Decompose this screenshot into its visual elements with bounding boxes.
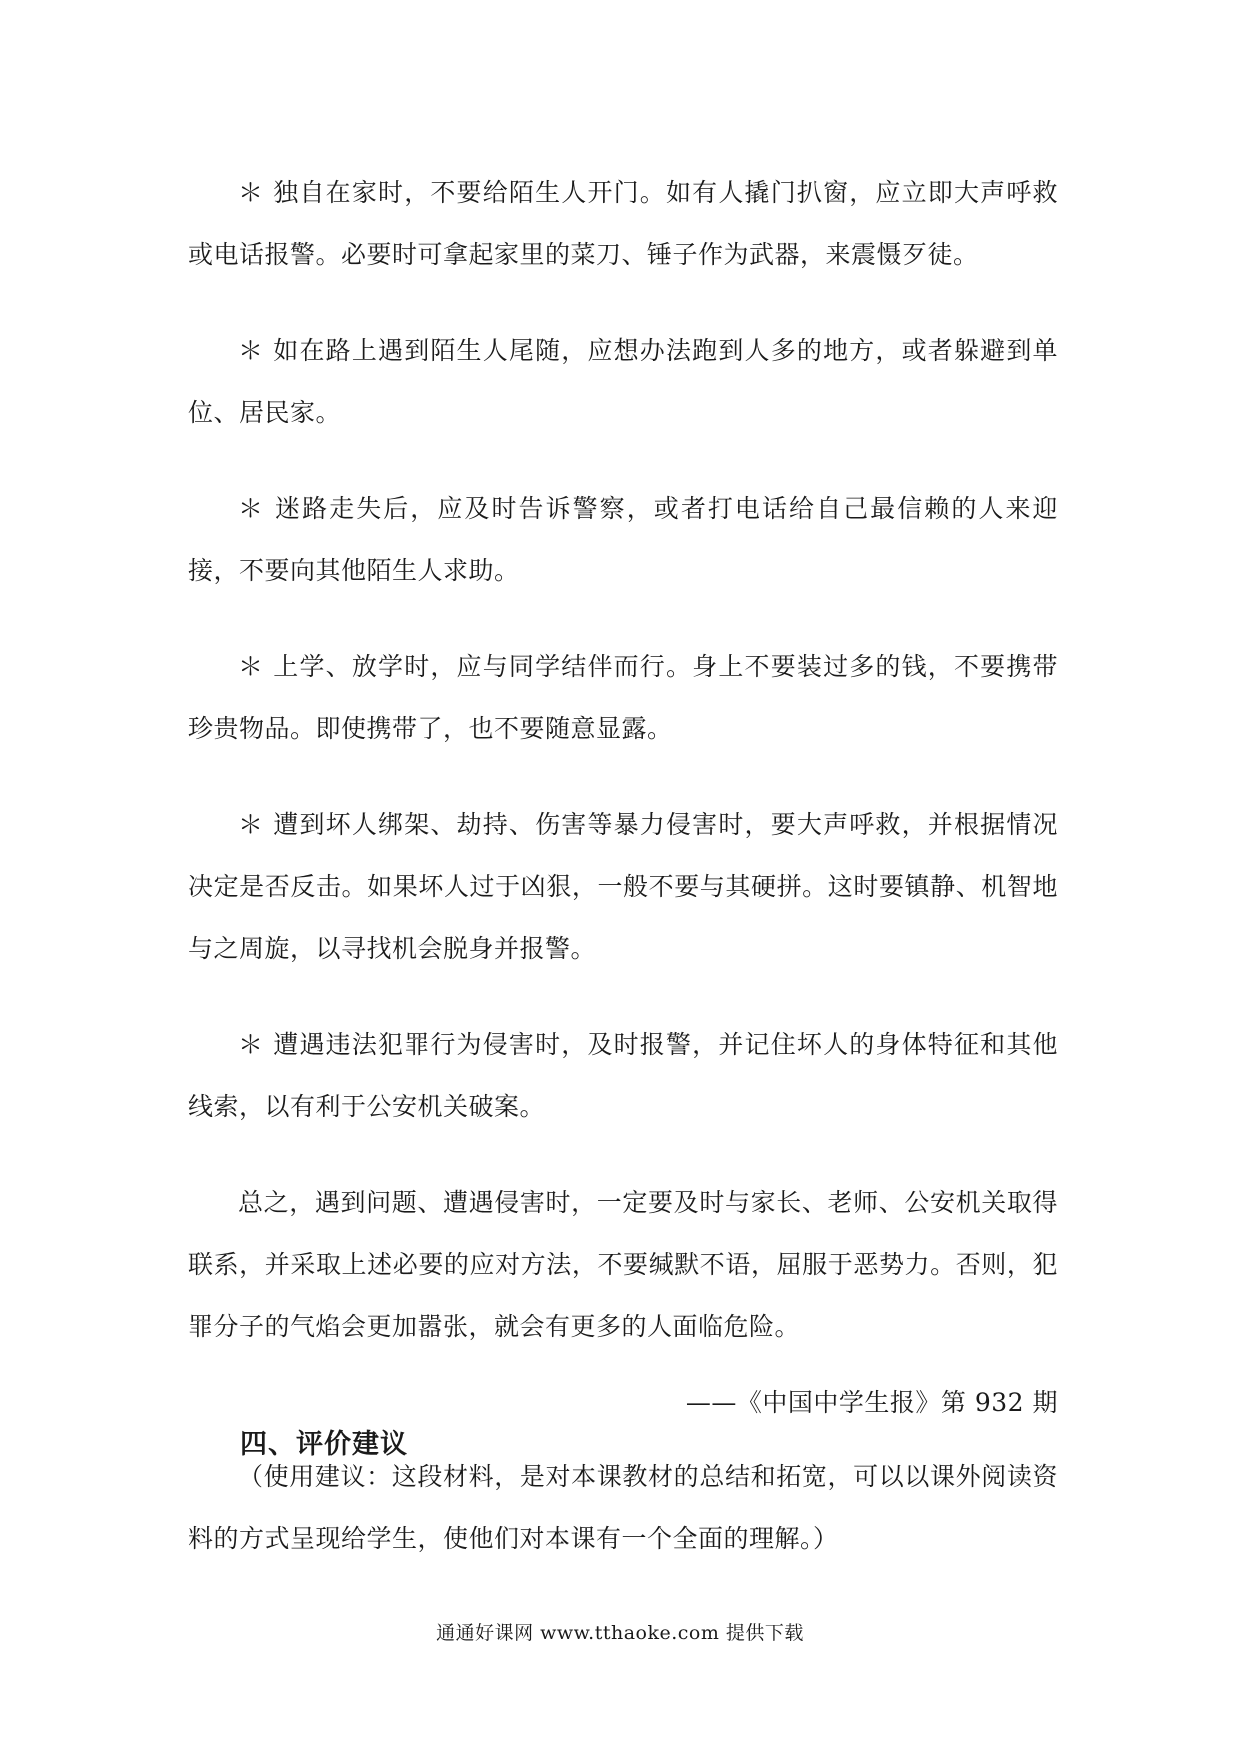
page-footer: 通通好课网 www.tthaoke.com 提供下载 (436, 1622, 804, 1644)
paragraph-school-commute: ＊ 上学、放学时，应与同学结伴而行。身上不要装过多的钱，不要携带珍贵物品。即使携带了，也不要随意显露。 (188, 652, 1058, 743)
section-heading: 四、评价建议 (240, 1429, 408, 1460)
paragraph-home-alone: ＊ 独自在家时，不要给陌生人开门。如有人撬门扒窗，应立即大声呼救或电话报警。必要时可拿起家里的菜刀、锤子作为武器，来震慑歹徒。 (188, 178, 1058, 269)
document-body (188, 162, 1058, 1604)
paragraph-report-crime: ＊ 遭遇违法犯罪行为侵害时，及时报警，并记住坏人的身体特征和其他线索，以有利于公安机关破案。 (188, 1030, 1058, 1121)
paragraph-followed: ＊ 如在路上遇到陌生人尾随，应想办法跑到人多的地方，或者躲避到单位、居民家。 (188, 336, 1058, 427)
paragraph-lost: ＊ 迷路走失后，应及时告诉警察，或者打电话给自己最信赖的人来迎接，不要向其他陌生人求助。 (188, 494, 1058, 585)
paragraph-summary: 总之，遇到问题、遭遇侵害时，一定要及时与家长、老师、公安机关取得联系，并采取上述必要的应对方法，不要缄默不语，屈服于恶势力。否则，犯罪分子的气焰会更加嚣张，就会有更多的人面临危险。 (188, 1188, 1058, 1341)
paragraph-violent-attack: ＊ 遭到坏人绑架、劫持、伤害等暴力侵害时，要大声呼救，并根据情况决定是否反击。如果坏人过于凶狠，一般不要与其硬拼。这时要镇静、机智地与之周旋，以寻找机会脱身并报警。 (188, 810, 1058, 963)
source-citation: ——《中国中学生报》第 932 期 (685, 1388, 1058, 1417)
usage-note: （使用建议：这段材料，是对本课教材的总结和拓宽，可以以课外阅读资料的方式呈现给学生，使他们对本课有一个全面的理解。） (188, 1462, 1058, 1553)
